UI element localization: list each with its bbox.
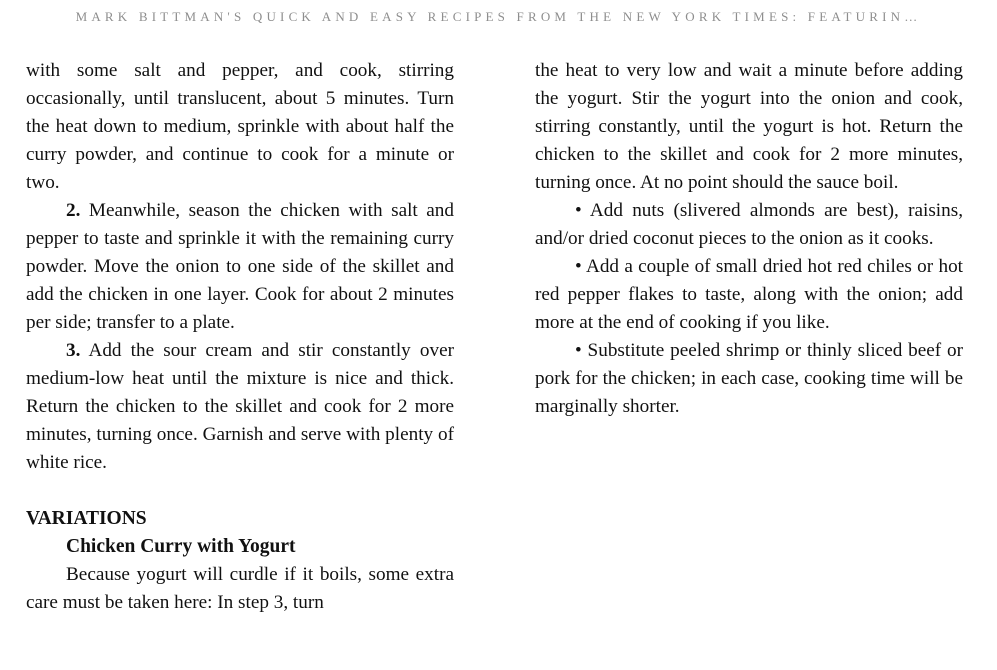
step-3-number: 3. <box>66 340 81 361</box>
step-3-paragraph <box>26 337 454 477</box>
bullet-nuts: • Add nuts (slivered almonds are best), raisins, and/or dried coconut pieces to the onion as it cooks. <box>535 200 963 249</box>
variation-title: Chicken Curry with Yogurt <box>66 536 296 557</box>
variation-intro: Because yogurt will curdle if it boils, some extra care must be taken here: In step 3, turn <box>26 564 454 613</box>
left-column <box>26 57 454 617</box>
paragraph-continued: with some salt and pepper, and cook, stirring occasionally, until translucent, about 5 minutes. Turn the heat down to medium, sprinkle with about half the curry powder, and continue to cook for a minute or two. <box>26 60 454 193</box>
variations-heading: VARIATIONS <box>26 508 147 529</box>
right-column <box>535 57 963 421</box>
step-3-text: Add the sour cream and stir constantly over medium-low heat until the mixture is nice and thick. Return the chicken to the skillet and cook for 2 more minutes, turning once. Garnish and serve with plenty of white rice. <box>26 340 454 473</box>
step-2-number: 2. <box>66 200 81 221</box>
bullet-chiles: • Add a couple of small dried hot red chiles or hot red pepper flakes to taste, along with the onion; add more at the end of cooking if you like. <box>535 256 963 333</box>
step-2-text: Meanwhile, season the chicken with salt and pepper to taste and sprinkle it with the remaining curry powder. Move the onion to one side of the skillet and add the chicken in one layer. Cook for about 2 minutes per side; transfer to a plate. <box>26 200 454 333</box>
step-2-paragraph <box>26 197 454 337</box>
running-head: MARK BITTMAN'S QUICK AND EASY RECIPES FROM THE NEW YORK TIMES: FEATURIN… <box>75 9 922 24</box>
variation-continued: the heat to very low and wait a minute before adding the yogurt. Stir the yogurt into the onion and cook, stirring constantly, until the yogurt is hot. Return the chicken to the skillet and cook for 2 more minutes, turning once. At no point should the sauce boil. <box>535 60 963 193</box>
bullet-shrimp: • Substitute peeled shrimp or thinly sliced beef or pork for the chicken; in each case, cooking time will be marginally shorter. <box>535 340 963 417</box>
